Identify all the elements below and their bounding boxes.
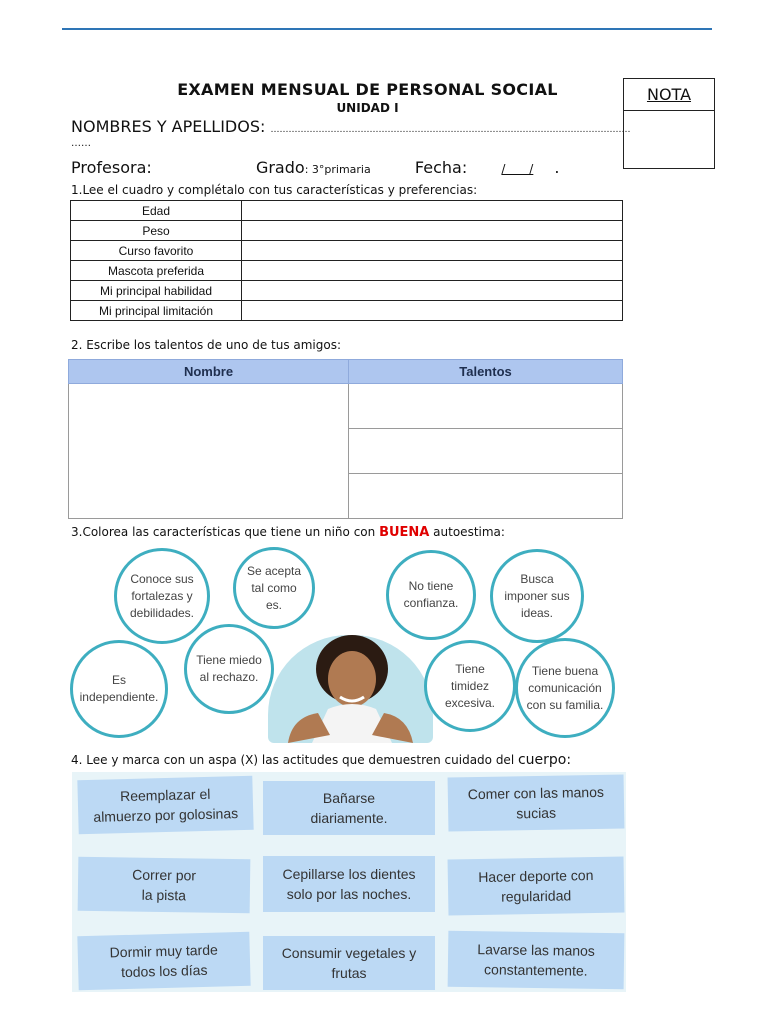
question-1-prompt: 1.Lee el cuadro y complétalo con tus características y preferencias: bbox=[71, 183, 478, 197]
trait-bubble[interactable]: Tiene timidez excesiva. bbox=[424, 640, 516, 732]
grade-box-label: NOTA bbox=[624, 79, 714, 111]
row-label: Mascota preferida bbox=[71, 261, 242, 281]
trait-bubble[interactable]: Es independiente. bbox=[70, 640, 168, 738]
answer-cell[interactable] bbox=[242, 221, 623, 241]
question-4-text: 4. Lee y marca con un aspa (X) las actitudes que demuestren cuidado del bbox=[71, 753, 518, 767]
answer-cell[interactable] bbox=[242, 261, 623, 281]
trait-bubble[interactable]: Conoce sus fortalezas y debilidades. bbox=[114, 548, 210, 644]
grade-value: : 3°primaria bbox=[304, 163, 371, 176]
table-row bbox=[71, 281, 623, 301]
attitude-card[interactable]: Reemplazar el almuerzo por golosinas bbox=[77, 776, 253, 835]
names-fill-dots[interactable]: ………………………………………………………………………………………………………… bbox=[270, 125, 631, 135]
question-2-prompt: 2. Escribe los talentos de uno de tus amigos: bbox=[71, 338, 342, 352]
question-3-highlight: BUENA bbox=[379, 525, 430, 540]
personal-info-table bbox=[70, 200, 623, 321]
attitude-card[interactable]: Cepillarse los dientes solo por las noches. bbox=[263, 856, 435, 912]
names-fill-dots-continued: …… bbox=[71, 138, 91, 149]
row-label: Mi principal habilidad bbox=[71, 281, 242, 301]
question-3-text: 3.Colorea las características que tiene un niño con bbox=[71, 525, 380, 539]
answer-cell[interactable] bbox=[242, 241, 623, 261]
talent-cell[interactable] bbox=[349, 474, 623, 519]
attitude-card[interactable]: Comer con las manos sucias bbox=[448, 774, 625, 831]
top-rule bbox=[62, 28, 712, 30]
trait-bubble[interactable]: Busca imponer sus ideas. bbox=[490, 549, 584, 643]
answer-cell[interactable] bbox=[242, 201, 623, 221]
smiling-child-photo bbox=[268, 635, 433, 743]
names-label: NOMBRES Y APELLIDOS: bbox=[71, 117, 266, 136]
grade-label: Grado bbox=[255, 158, 305, 177]
exam-title: EXAMEN MENSUAL DE PERSONAL SOCIAL bbox=[177, 80, 558, 99]
question-3-prompt bbox=[71, 525, 505, 540]
date-label: Fecha: bbox=[414, 158, 468, 177]
answer-cell[interactable] bbox=[242, 301, 623, 321]
answer-cell[interactable] bbox=[242, 281, 623, 301]
row-label: Edad bbox=[71, 201, 242, 221]
talent-cell[interactable] bbox=[349, 384, 623, 429]
teacher-label: Profesora: bbox=[71, 158, 152, 177]
trait-bubble[interactable]: Tiene buena comunicación con su familia. bbox=[515, 638, 615, 738]
attitude-card[interactable]: Lavarse las manos constantemente. bbox=[448, 931, 625, 989]
trait-bubble[interactable]: No tiene confianza. bbox=[386, 550, 476, 640]
row-label: Peso bbox=[71, 221, 242, 241]
attitude-card[interactable]: Correr por la pista bbox=[78, 857, 251, 913]
attitude-card[interactable]: Dormir muy tarde todos los días bbox=[77, 932, 250, 990]
question-4-keyword: cuerpo: bbox=[517, 752, 572, 768]
friend-talents-table bbox=[68, 359, 623, 519]
date-end: . bbox=[554, 158, 560, 177]
table-row bbox=[71, 201, 623, 221]
exam-subtitle: UNIDAD I bbox=[336, 101, 399, 115]
date-field[interactable]: / / bbox=[501, 162, 534, 176]
attitude-card[interactable]: Bañarse diariamente. bbox=[263, 781, 435, 835]
row-label: Mi principal limitación bbox=[71, 301, 242, 321]
row-label: Curso favorito bbox=[71, 241, 242, 261]
question-3-text-end: autoestima: bbox=[429, 525, 505, 539]
table-row bbox=[71, 261, 623, 281]
name-column-header: Nombre bbox=[69, 360, 349, 384]
attitude-card[interactable]: Consumir vegetales y frutas bbox=[263, 936, 435, 990]
info-line bbox=[71, 158, 560, 177]
trait-bubble[interactable]: Se acepta tal como es. bbox=[233, 547, 315, 629]
talents-column-header: Talentos bbox=[349, 360, 623, 384]
names-line bbox=[71, 117, 630, 136]
attitude-card[interactable]: Hacer deporte con regularidad bbox=[448, 856, 625, 915]
table-row bbox=[71, 221, 623, 241]
talent-cell[interactable] bbox=[349, 429, 623, 474]
table-row bbox=[71, 241, 623, 261]
table-row bbox=[71, 301, 623, 321]
trait-bubble[interactable]: Tiene miedo al rechazo. bbox=[184, 624, 274, 714]
friend-name-cell[interactable] bbox=[69, 384, 349, 519]
question-4-prompt bbox=[71, 752, 571, 768]
grade-box bbox=[623, 78, 715, 169]
